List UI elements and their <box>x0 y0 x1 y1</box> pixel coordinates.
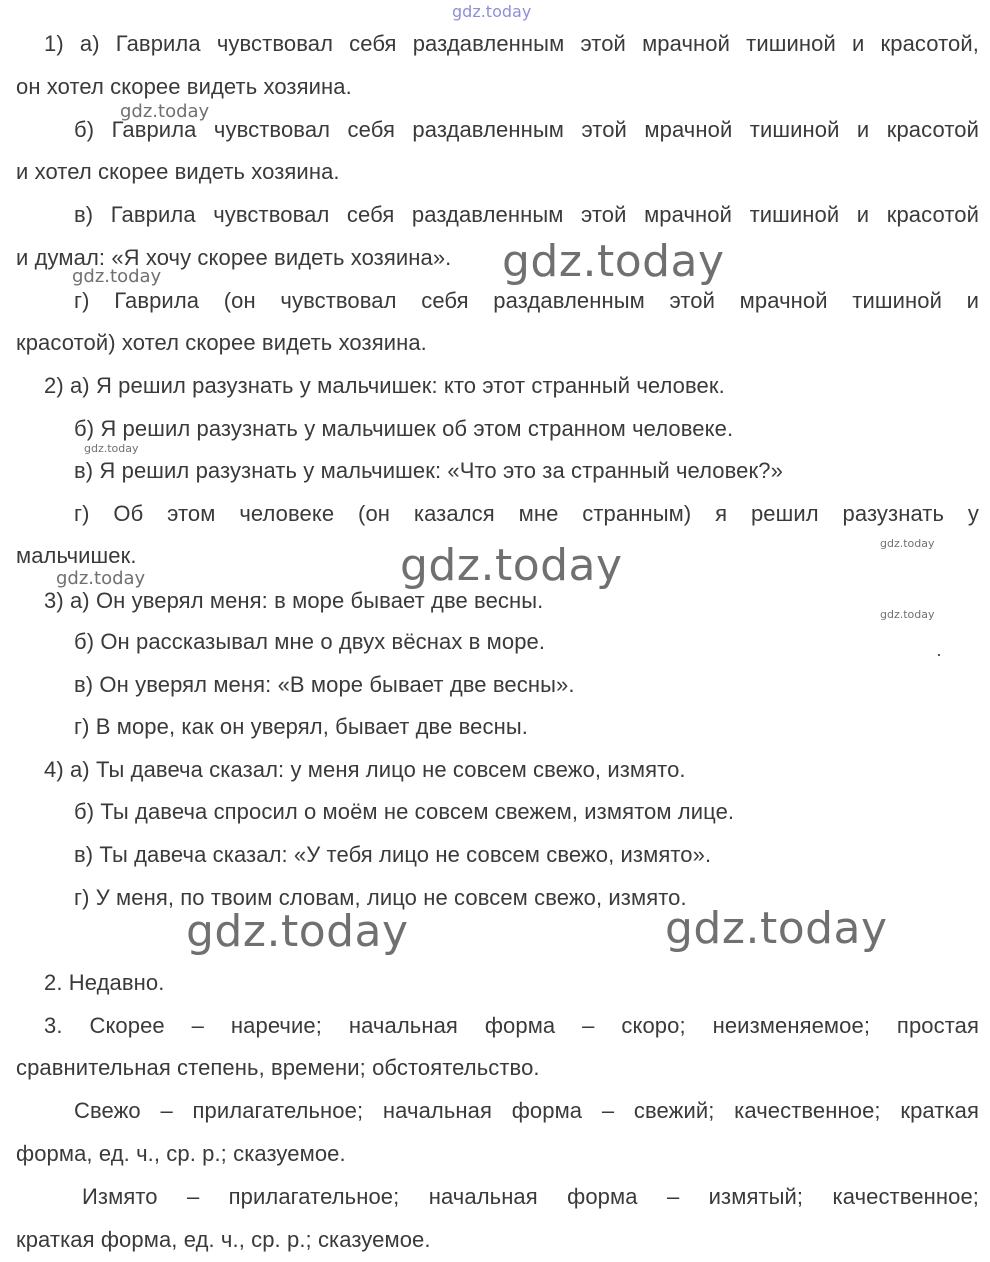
watermark: gdz.today <box>84 442 139 455</box>
text-line: б) Гаврила чувствовал себя раздавленным этой мрачной тишиной и красотой <box>74 117 979 142</box>
text-line: 2. Недавно. <box>44 970 165 995</box>
text-line: 2) а) Я решил разузнать у мальчишек: кто этот странный человек. <box>44 373 725 398</box>
text-line: Измято – прилагательное; начальная форма – измятый; качественное; <box>82 1184 979 1209</box>
watermark: gdz.today <box>56 568 146 589</box>
text-line: 4) а) Ты давеча сказал: у меня лицо не совсем свежо, измято. <box>44 757 686 782</box>
text-line: б) Ты давеча спросил о моём не совсем свежем, измятом лице. <box>74 799 735 824</box>
watermark: gdz.today <box>400 540 623 591</box>
watermark: gdz.today <box>665 903 888 954</box>
text-line: 3) а) Он уверял меня: в море бывает две весны. <box>44 588 544 613</box>
text-line: сравнительная степень, времени; обстоятельство. <box>16 1055 540 1080</box>
watermark: gdz.today <box>502 236 725 287</box>
text-line: 3. Скорее – наречие; начальная форма – скоро; неизменяемое; простая <box>44 1013 979 1038</box>
speck-mark <box>938 654 940 656</box>
text-line: в) Он уверял меня: «В море бывает две весны». <box>74 672 575 697</box>
text-line: и думал: «Я хочу скорее видеть хозяина». <box>16 245 452 270</box>
text-line: г) Об этом человеке (он казался мне странным) я решил разузнать у <box>74 501 979 526</box>
text-line: в) Ты давеча сказал: «У тебя лицо не совсем свежо, измято». <box>74 842 712 867</box>
text-line: мальчишек. <box>16 543 137 568</box>
watermark: gdz.today <box>880 608 935 621</box>
text-line: в) Я решил разузнать у мальчишек: «Что это за странный человек?» <box>74 458 783 483</box>
watermark: gdz.today <box>186 906 409 957</box>
watermark: gdz.today <box>880 537 935 550</box>
text-line: Свежо – прилагательное; начальная форма – свежий; качественное; краткая <box>74 1098 979 1123</box>
text-line: в) Гаврила чувствовал себя раздавленным этой мрачной тишиной и красотой <box>74 202 979 227</box>
text-line: он хотел скорее видеть хозяина. <box>16 74 352 99</box>
text-line: г) Гаврила (он чувствовал себя раздавленным этой мрачной тишиной и <box>74 288 979 313</box>
text-line: 1) а) Гаврила чувствовал себя раздавленным этой мрачной тишиной и красотой, <box>44 31 979 56</box>
watermark-top: gdz.today <box>452 2 532 21</box>
text-line: г) В море, как он уверял, бывает две весны. <box>74 714 528 739</box>
text-line: форма, ед. ч., ср. р.; сказуемое. <box>16 1141 346 1166</box>
watermark: gdz.today <box>120 101 210 122</box>
text-line: б) Я решил разузнать у мальчишек об этом странном человеке. <box>74 416 734 441</box>
text-line: и хотел скорее видеть хозяина. <box>16 159 340 184</box>
text-line: б) Он рассказывал мне о двух вёснах в море. <box>74 629 546 654</box>
text-line: красотой) хотел скорее видеть хозяина. <box>16 330 427 355</box>
text-line: г) У меня, по твоим словам, лицо не совсем свежо, измято. <box>74 885 687 910</box>
text-line: краткая форма, ед. ч., ср. р.; сказуемое. <box>16 1227 431 1252</box>
watermark: gdz.today <box>72 266 162 287</box>
